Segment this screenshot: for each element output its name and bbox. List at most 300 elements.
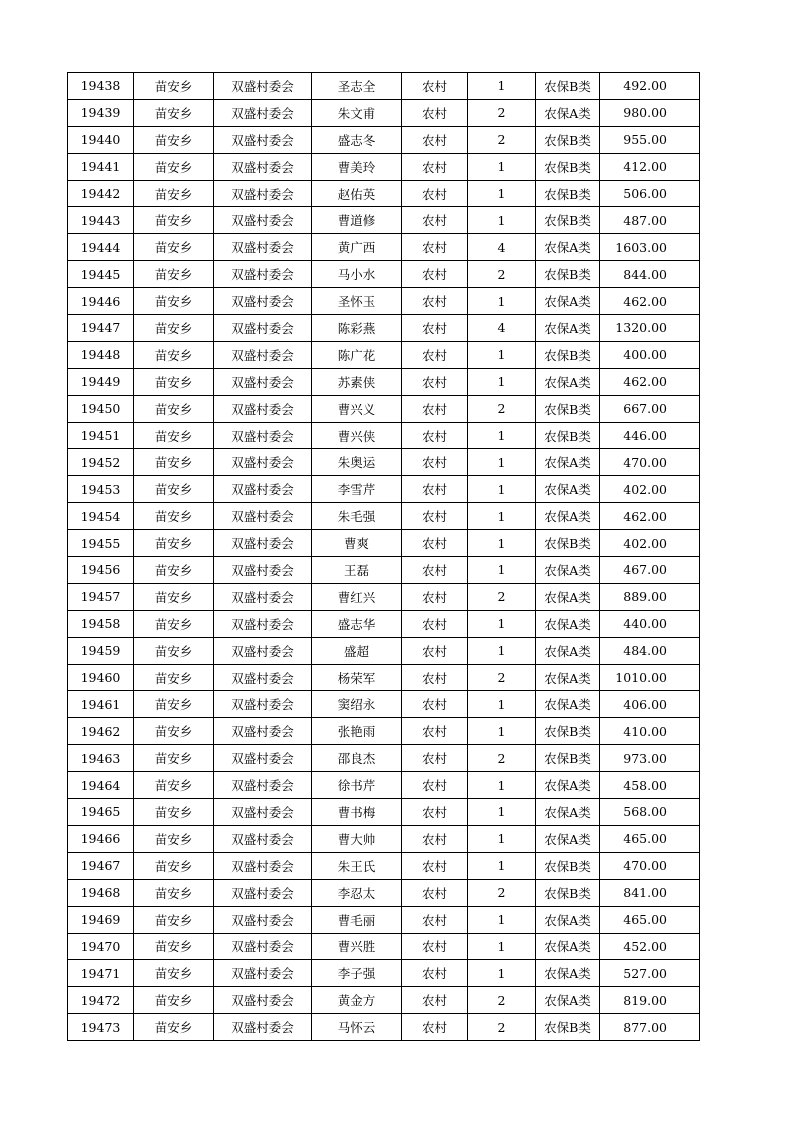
household-count-cell: 2 — [468, 664, 536, 691]
category-cell: 农村 — [402, 449, 468, 476]
household-count-cell: 1 — [468, 288, 536, 315]
name-cell: 盛志冬 — [312, 126, 402, 153]
amount-cell: 889.00 — [600, 583, 700, 610]
record-id-cell: 19458 — [68, 610, 134, 637]
household-count-cell: 2 — [468, 583, 536, 610]
insurance-type-cell: 农保B类 — [536, 153, 600, 180]
record-id-cell: 19438 — [68, 73, 134, 100]
village-committee-cell: 双盛村委会 — [214, 153, 312, 180]
township-cell: 苗安乡 — [134, 583, 214, 610]
amount-cell: 844.00 — [600, 261, 700, 288]
record-id-cell: 19451 — [68, 422, 134, 449]
village-committee-cell: 双盛村委会 — [214, 718, 312, 745]
amount-cell: 568.00 — [600, 799, 700, 826]
table-row — [68, 261, 700, 288]
table-row — [68, 557, 700, 584]
household-count-cell: 1 — [468, 73, 536, 100]
category-cell: 农村 — [402, 745, 468, 772]
table-row — [68, 476, 700, 503]
category-cell: 农村 — [402, 960, 468, 987]
village-committee-cell: 双盛村委会 — [214, 1014, 312, 1041]
category-cell: 农村 — [402, 261, 468, 288]
insurance-type-cell: 农保A类 — [536, 960, 600, 987]
record-table — [67, 72, 700, 1041]
record-id-cell: 19457 — [68, 583, 134, 610]
name-cell: 陈彩燕 — [312, 315, 402, 342]
name-cell: 曹兴胜 — [312, 933, 402, 960]
name-cell: 李雪芹 — [312, 476, 402, 503]
record-id-cell: 19463 — [68, 745, 134, 772]
record-id-cell: 19467 — [68, 852, 134, 879]
township-cell: 苗安乡 — [134, 987, 214, 1014]
record-id-cell: 19472 — [68, 987, 134, 1014]
insurance-type-cell: 农保B类 — [536, 73, 600, 100]
table-row — [68, 583, 700, 610]
table-row — [68, 987, 700, 1014]
name-cell: 曹兴义 — [312, 395, 402, 422]
village-committee-cell: 双盛村委会 — [214, 449, 312, 476]
township-cell: 苗安乡 — [134, 906, 214, 933]
category-cell: 农村 — [402, 288, 468, 315]
table-row — [68, 610, 700, 637]
village-committee-cell: 双盛村委会 — [214, 99, 312, 126]
amount-cell: 667.00 — [600, 395, 700, 422]
township-cell: 苗安乡 — [134, 557, 214, 584]
insurance-type-cell: 农保A类 — [536, 449, 600, 476]
table-row — [68, 422, 700, 449]
insurance-type-cell: 农保B类 — [536, 718, 600, 745]
table-row — [68, 395, 700, 422]
amount-cell: 1010.00 — [600, 664, 700, 691]
village-committee-cell: 双盛村委会 — [214, 557, 312, 584]
household-count-cell: 2 — [468, 99, 536, 126]
township-cell: 苗安乡 — [134, 261, 214, 288]
record-id-cell: 19473 — [68, 1014, 134, 1041]
category-cell: 农村 — [402, 987, 468, 1014]
village-committee-cell: 双盛村委会 — [214, 234, 312, 261]
village-committee-cell: 双盛村委会 — [214, 933, 312, 960]
township-cell: 苗安乡 — [134, 99, 214, 126]
township-cell: 苗安乡 — [134, 1014, 214, 1041]
village-committee-cell: 双盛村委会 — [214, 288, 312, 315]
record-id-cell: 19446 — [68, 288, 134, 315]
amount-cell: 819.00 — [600, 987, 700, 1014]
table-row — [68, 852, 700, 879]
village-committee-cell: 双盛村委会 — [214, 503, 312, 530]
record-id-cell: 19442 — [68, 180, 134, 207]
name-cell: 曹毛丽 — [312, 906, 402, 933]
table-row — [68, 288, 700, 315]
amount-cell: 527.00 — [600, 960, 700, 987]
amount-cell: 841.00 — [600, 879, 700, 906]
insurance-type-cell: 农保A类 — [536, 772, 600, 799]
village-committee-cell: 双盛村委会 — [214, 422, 312, 449]
table-row — [68, 664, 700, 691]
table-row — [68, 799, 700, 826]
insurance-type-cell: 农保B类 — [536, 422, 600, 449]
name-cell: 圣怀玉 — [312, 288, 402, 315]
category-cell: 农村 — [402, 852, 468, 879]
insurance-type-cell: 农保B类 — [536, 261, 600, 288]
record-id-cell: 19448 — [68, 341, 134, 368]
category-cell: 农村 — [402, 99, 468, 126]
household-count-cell: 4 — [468, 234, 536, 261]
household-count-cell: 2 — [468, 745, 536, 772]
insurance-type-cell: 农保A类 — [536, 99, 600, 126]
name-cell: 朱毛强 — [312, 503, 402, 530]
insurance-type-cell: 农保A类 — [536, 315, 600, 342]
insurance-type-cell: 农保B类 — [536, 745, 600, 772]
category-cell: 农村 — [402, 395, 468, 422]
insurance-type-cell: 农保A类 — [536, 557, 600, 584]
township-cell: 苗安乡 — [134, 610, 214, 637]
category-cell: 农村 — [402, 906, 468, 933]
table-row — [68, 825, 700, 852]
name-cell: 圣志全 — [312, 73, 402, 100]
category-cell: 农村 — [402, 933, 468, 960]
amount-cell: 492.00 — [600, 73, 700, 100]
category-cell: 农村 — [402, 315, 468, 342]
village-committee-cell: 双盛村委会 — [214, 207, 312, 234]
table-row — [68, 960, 700, 987]
category-cell: 农村 — [402, 73, 468, 100]
household-count-cell: 2 — [468, 879, 536, 906]
amount-cell: 465.00 — [600, 906, 700, 933]
village-committee-cell: 双盛村委会 — [214, 879, 312, 906]
township-cell: 苗安乡 — [134, 691, 214, 718]
village-committee-cell: 双盛村委会 — [214, 315, 312, 342]
village-committee-cell: 双盛村委会 — [214, 745, 312, 772]
category-cell: 农村 — [402, 368, 468, 395]
record-id-cell: 19447 — [68, 315, 134, 342]
name-cell: 朱奥运 — [312, 449, 402, 476]
name-cell: 李子强 — [312, 960, 402, 987]
household-count-cell: 1 — [468, 852, 536, 879]
amount-cell: 410.00 — [600, 718, 700, 745]
amount-cell: 487.00 — [600, 207, 700, 234]
township-cell: 苗安乡 — [134, 879, 214, 906]
name-cell: 李忍太 — [312, 879, 402, 906]
table-row — [68, 99, 700, 126]
category-cell: 农村 — [402, 530, 468, 557]
household-count-cell: 1 — [468, 799, 536, 826]
category-cell: 农村 — [402, 799, 468, 826]
record-id-cell: 19455 — [68, 530, 134, 557]
category-cell: 农村 — [402, 583, 468, 610]
record-id-cell: 19468 — [68, 879, 134, 906]
village-committee-cell: 双盛村委会 — [214, 583, 312, 610]
household-count-cell: 2 — [468, 126, 536, 153]
table-body — [68, 73, 700, 1041]
record-id-cell: 19443 — [68, 207, 134, 234]
category-cell: 农村 — [402, 610, 468, 637]
township-cell: 苗安乡 — [134, 852, 214, 879]
household-count-cell: 1 — [468, 557, 536, 584]
category-cell: 农村 — [402, 825, 468, 852]
household-count-cell: 2 — [468, 261, 536, 288]
name-cell: 张艳雨 — [312, 718, 402, 745]
table-row — [68, 745, 700, 772]
name-cell: 曹大帅 — [312, 825, 402, 852]
amount-cell: 1320.00 — [600, 315, 700, 342]
household-count-cell: 2 — [468, 395, 536, 422]
name-cell: 曹爽 — [312, 530, 402, 557]
amount-cell: 955.00 — [600, 126, 700, 153]
name-cell: 苏素侠 — [312, 368, 402, 395]
amount-cell: 973.00 — [600, 745, 700, 772]
name-cell: 朱王氏 — [312, 852, 402, 879]
household-count-cell: 1 — [468, 825, 536, 852]
village-committee-cell: 双盛村委会 — [214, 799, 312, 826]
insurance-type-cell: 农保B类 — [536, 180, 600, 207]
village-committee-cell: 双盛村委会 — [214, 530, 312, 557]
village-committee-cell: 双盛村委会 — [214, 906, 312, 933]
township-cell: 苗安乡 — [134, 153, 214, 180]
amount-cell: 506.00 — [600, 180, 700, 207]
table-row — [68, 315, 700, 342]
name-cell: 曹红兴 — [312, 583, 402, 610]
village-committee-cell: 双盛村委会 — [214, 610, 312, 637]
township-cell: 苗安乡 — [134, 449, 214, 476]
township-cell: 苗安乡 — [134, 664, 214, 691]
category-cell: 农村 — [402, 422, 468, 449]
record-id-cell: 19452 — [68, 449, 134, 476]
village-committee-cell: 双盛村委会 — [214, 987, 312, 1014]
village-committee-cell: 双盛村委会 — [214, 476, 312, 503]
table-row — [68, 341, 700, 368]
record-id-cell: 19456 — [68, 557, 134, 584]
table-row — [68, 449, 700, 476]
name-cell: 赵佑英 — [312, 180, 402, 207]
table-row — [68, 637, 700, 664]
village-committee-cell: 双盛村委会 — [214, 825, 312, 852]
township-cell: 苗安乡 — [134, 368, 214, 395]
table-row — [68, 1014, 700, 1041]
household-count-cell: 1 — [468, 772, 536, 799]
village-committee-cell: 双盛村委会 — [214, 73, 312, 100]
name-cell: 盛超 — [312, 637, 402, 664]
village-committee-cell: 双盛村委会 — [214, 126, 312, 153]
township-cell: 苗安乡 — [134, 960, 214, 987]
category-cell: 农村 — [402, 126, 468, 153]
household-count-cell: 1 — [468, 610, 536, 637]
name-cell: 邵良杰 — [312, 745, 402, 772]
amount-cell: 406.00 — [600, 691, 700, 718]
village-committee-cell: 双盛村委会 — [214, 664, 312, 691]
category-cell: 农村 — [402, 476, 468, 503]
name-cell: 盛志华 — [312, 610, 402, 637]
township-cell: 苗安乡 — [134, 745, 214, 772]
table-row — [68, 73, 700, 100]
insurance-type-cell: 农保A类 — [536, 799, 600, 826]
record-id-cell: 19460 — [68, 664, 134, 691]
table-row — [68, 153, 700, 180]
record-id-cell: 19441 — [68, 153, 134, 180]
insurance-type-cell: 农保A类 — [536, 987, 600, 1014]
village-committee-cell: 双盛村委会 — [214, 960, 312, 987]
household-count-cell: 2 — [468, 987, 536, 1014]
township-cell: 苗安乡 — [134, 718, 214, 745]
table-row — [68, 207, 700, 234]
township-cell: 苗安乡 — [134, 772, 214, 799]
amount-cell: 458.00 — [600, 772, 700, 799]
category-cell: 农村 — [402, 341, 468, 368]
amount-cell: 412.00 — [600, 153, 700, 180]
insurance-type-cell: 农保B类 — [536, 1014, 600, 1041]
village-committee-cell: 双盛村委会 — [214, 691, 312, 718]
name-cell: 王磊 — [312, 557, 402, 584]
insurance-type-cell: 农保A类 — [536, 933, 600, 960]
household-count-cell: 1 — [468, 207, 536, 234]
name-cell: 徐书芹 — [312, 772, 402, 799]
name-cell: 朱文甫 — [312, 99, 402, 126]
insurance-type-cell: 农保A类 — [536, 503, 600, 530]
record-id-cell: 19450 — [68, 395, 134, 422]
household-count-cell: 1 — [468, 422, 536, 449]
township-cell: 苗安乡 — [134, 207, 214, 234]
name-cell: 曹美玲 — [312, 153, 402, 180]
insurance-type-cell: 农保A类 — [536, 906, 600, 933]
record-id-cell: 19469 — [68, 906, 134, 933]
category-cell: 农村 — [402, 637, 468, 664]
insurance-type-cell: 农保A类 — [536, 825, 600, 852]
name-cell: 马怀云 — [312, 1014, 402, 1041]
insurance-type-cell: 农保B类 — [536, 126, 600, 153]
household-count-cell: 1 — [468, 637, 536, 664]
village-committee-cell: 双盛村委会 — [214, 852, 312, 879]
township-cell: 苗安乡 — [134, 126, 214, 153]
village-committee-cell: 双盛村委会 — [214, 180, 312, 207]
village-committee-cell: 双盛村委会 — [214, 261, 312, 288]
amount-cell: 440.00 — [600, 610, 700, 637]
name-cell: 黄金方 — [312, 987, 402, 1014]
record-id-cell: 19459 — [68, 637, 134, 664]
household-count-cell: 1 — [468, 180, 536, 207]
table-row — [68, 530, 700, 557]
household-count-cell: 1 — [468, 368, 536, 395]
amount-cell: 470.00 — [600, 852, 700, 879]
insurance-type-cell: 农保B类 — [536, 530, 600, 557]
record-id-cell: 19454 — [68, 503, 134, 530]
name-cell: 曹兴侠 — [312, 422, 402, 449]
name-cell: 曹书梅 — [312, 799, 402, 826]
household-count-cell: 1 — [468, 341, 536, 368]
name-cell: 曹道修 — [312, 207, 402, 234]
name-cell: 窦绍永 — [312, 691, 402, 718]
household-count-cell: 1 — [468, 718, 536, 745]
household-count-cell: 2 — [468, 1014, 536, 1041]
table-row — [68, 933, 700, 960]
category-cell: 农村 — [402, 153, 468, 180]
amount-cell: 462.00 — [600, 503, 700, 530]
amount-cell: 470.00 — [600, 449, 700, 476]
household-count-cell: 1 — [468, 906, 536, 933]
record-id-cell: 19449 — [68, 368, 134, 395]
table-row — [68, 879, 700, 906]
record-id-cell: 19440 — [68, 126, 134, 153]
township-cell: 苗安乡 — [134, 288, 214, 315]
township-cell: 苗安乡 — [134, 799, 214, 826]
record-id-cell: 19453 — [68, 476, 134, 503]
record-id-cell: 19462 — [68, 718, 134, 745]
amount-cell: 484.00 — [600, 637, 700, 664]
record-id-cell: 19464 — [68, 772, 134, 799]
category-cell: 农村 — [402, 772, 468, 799]
amount-cell: 462.00 — [600, 368, 700, 395]
village-committee-cell: 双盛村委会 — [214, 341, 312, 368]
township-cell: 苗安乡 — [134, 422, 214, 449]
amount-cell: 402.00 — [600, 476, 700, 503]
record-id-cell: 19470 — [68, 933, 134, 960]
record-id-cell: 19445 — [68, 261, 134, 288]
insurance-type-cell: 农保A类 — [536, 664, 600, 691]
record-id-cell: 19444 — [68, 234, 134, 261]
table-row — [68, 772, 700, 799]
insurance-type-cell: 农保B类 — [536, 395, 600, 422]
table-row — [68, 180, 700, 207]
township-cell: 苗安乡 — [134, 180, 214, 207]
table-row — [68, 503, 700, 530]
table-row — [68, 368, 700, 395]
insurance-type-cell: 农保A类 — [536, 234, 600, 261]
insurance-type-cell: 农保A类 — [536, 368, 600, 395]
insurance-type-cell: 农保A类 — [536, 476, 600, 503]
insurance-type-cell: 农保B类 — [536, 207, 600, 234]
insurance-type-cell: 农保A类 — [536, 583, 600, 610]
insurance-type-cell: 农保B类 — [536, 852, 600, 879]
insurance-type-cell: 农保B类 — [536, 341, 600, 368]
name-cell: 黄广西 — [312, 234, 402, 261]
table-row — [68, 906, 700, 933]
amount-cell: 402.00 — [600, 530, 700, 557]
household-count-cell: 1 — [468, 476, 536, 503]
household-count-cell: 1 — [468, 503, 536, 530]
household-count-cell: 1 — [468, 530, 536, 557]
insurance-type-cell: 农保A类 — [536, 610, 600, 637]
table-row — [68, 718, 700, 745]
township-cell: 苗安乡 — [134, 395, 214, 422]
amount-cell: 980.00 — [600, 99, 700, 126]
category-cell: 农村 — [402, 207, 468, 234]
amount-cell: 467.00 — [600, 557, 700, 584]
record-id-cell: 19465 — [68, 799, 134, 826]
township-cell: 苗安乡 — [134, 315, 214, 342]
record-id-cell: 19461 — [68, 691, 134, 718]
category-cell: 农村 — [402, 664, 468, 691]
village-committee-cell: 双盛村委会 — [214, 395, 312, 422]
amount-cell: 462.00 — [600, 288, 700, 315]
household-count-cell: 1 — [468, 153, 536, 180]
amount-cell: 400.00 — [600, 341, 700, 368]
township-cell: 苗安乡 — [134, 530, 214, 557]
household-count-cell: 1 — [468, 960, 536, 987]
category-cell: 农村 — [402, 180, 468, 207]
category-cell: 农村 — [402, 503, 468, 530]
township-cell: 苗安乡 — [134, 73, 214, 100]
amount-cell: 1603.00 — [600, 234, 700, 261]
township-cell: 苗安乡 — [134, 503, 214, 530]
name-cell: 马小水 — [312, 261, 402, 288]
record-id-cell: 19439 — [68, 99, 134, 126]
township-cell: 苗安乡 — [134, 476, 214, 503]
village-committee-cell: 双盛村委会 — [214, 637, 312, 664]
township-cell: 苗安乡 — [134, 825, 214, 852]
village-committee-cell: 双盛村委会 — [214, 772, 312, 799]
amount-cell: 452.00 — [600, 933, 700, 960]
record-id-cell: 19466 — [68, 825, 134, 852]
insurance-type-cell: 农保A类 — [536, 637, 600, 664]
category-cell: 农村 — [402, 718, 468, 745]
